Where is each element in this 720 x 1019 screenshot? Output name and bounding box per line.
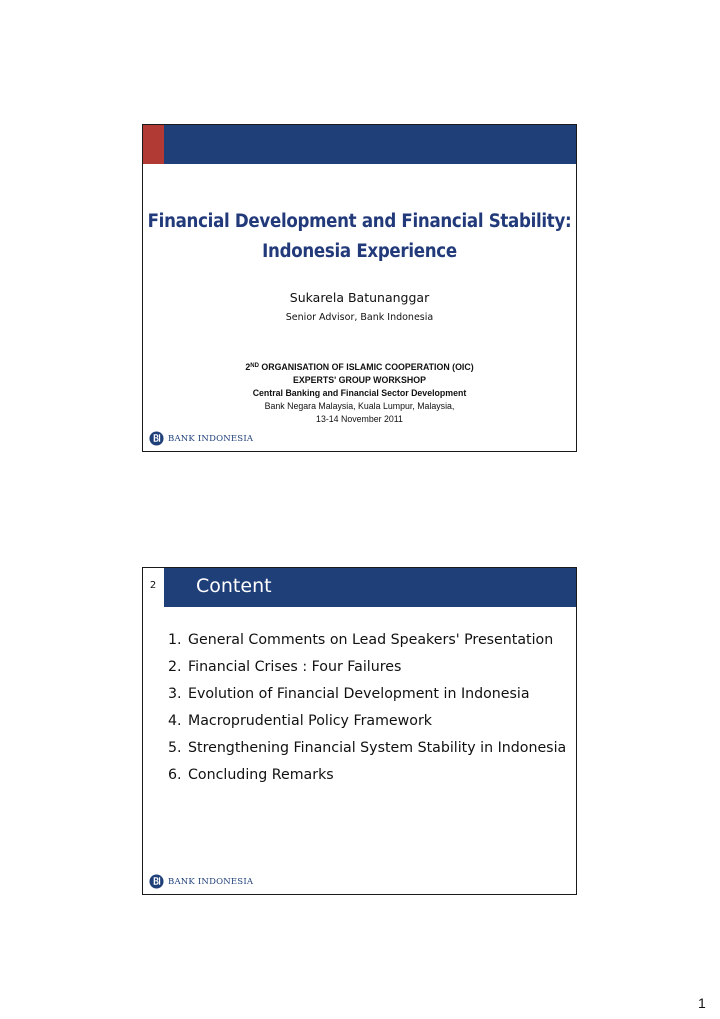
- list-item-text: Financial Crises : Four Failures: [188, 659, 402, 675]
- logo-text: BANK INDONESIA: [168, 876, 254, 887]
- bank-indonesia-logo: [149, 431, 253, 446]
- list-item: [168, 711, 573, 731]
- title-line-2: Indonesia Experience: [262, 241, 457, 262]
- workshop-date: 13-14 November 2011: [316, 414, 403, 424]
- slide-header-bar: [143, 125, 576, 164]
- bank-indonesia-logo: [149, 874, 253, 889]
- slide-header-accent: [143, 125, 164, 164]
- slide-1: [142, 124, 577, 452]
- author-name: Sukarela Batunanggar: [289, 290, 430, 305]
- slide-number: 2: [149, 580, 157, 591]
- list-item-number: 2.: [168, 659, 182, 675]
- list-item-text: Concluding Remarks: [188, 767, 334, 783]
- list-item-number: 5.: [168, 740, 182, 756]
- author-role: Senior Advisor, Bank Indonesia: [285, 312, 434, 323]
- list-item-number: 1.: [168, 632, 182, 648]
- list-item-text: General Comments on Lead Speakers' Presentation: [188, 632, 554, 648]
- list-item: [168, 738, 573, 758]
- content-list: [168, 630, 573, 792]
- workshop-info: [143, 361, 576, 426]
- slide-2: [142, 567, 577, 895]
- list-item: [168, 684, 573, 704]
- workshop-ordinal: 2: [245, 362, 251, 372]
- slide-header-bar: [164, 568, 576, 607]
- slide-title: Content: [196, 575, 272, 597]
- page-number: 1: [698, 995, 706, 1011]
- list-item: [168, 630, 573, 650]
- title-line-1: Financial Development and Financial Stability:: [147, 211, 572, 232]
- bank-indonesia-emblem-icon: [149, 431, 164, 446]
- list-item: [168, 765, 573, 785]
- presentation-title: [143, 207, 576, 267]
- list-item-number: 3.: [168, 686, 182, 702]
- list-item-number: 4.: [168, 713, 182, 729]
- workshop-org-line: [143, 361, 576, 374]
- list-item-number: 6.: [168, 767, 182, 783]
- list-item-text: Evolution of Financial Development in Indonesia: [188, 686, 530, 702]
- workshop-ordinal-suffix: ND: [250, 363, 259, 369]
- list-item: [168, 657, 573, 677]
- list-item-text: Macroprudential Policy Framework: [188, 713, 432, 729]
- workshop-venue: Bank Negara Malaysia, Kuala Lumpur, Malaysia,: [264, 401, 455, 411]
- workshop-theme: Central Banking and Financial Sector Development: [252, 388, 467, 398]
- list-item-text: Strengthening Financial System Stability in Indonesia: [188, 740, 567, 756]
- bank-indonesia-emblem-icon: [149, 874, 164, 889]
- workshop-event: EXPERTS' GROUP WORKSHOP: [293, 375, 426, 385]
- workshop-org: ORGANISATION OF ISLAMIC COOPERATION (OIC): [261, 362, 474, 372]
- logo-text: BANK INDONESIA: [168, 433, 254, 444]
